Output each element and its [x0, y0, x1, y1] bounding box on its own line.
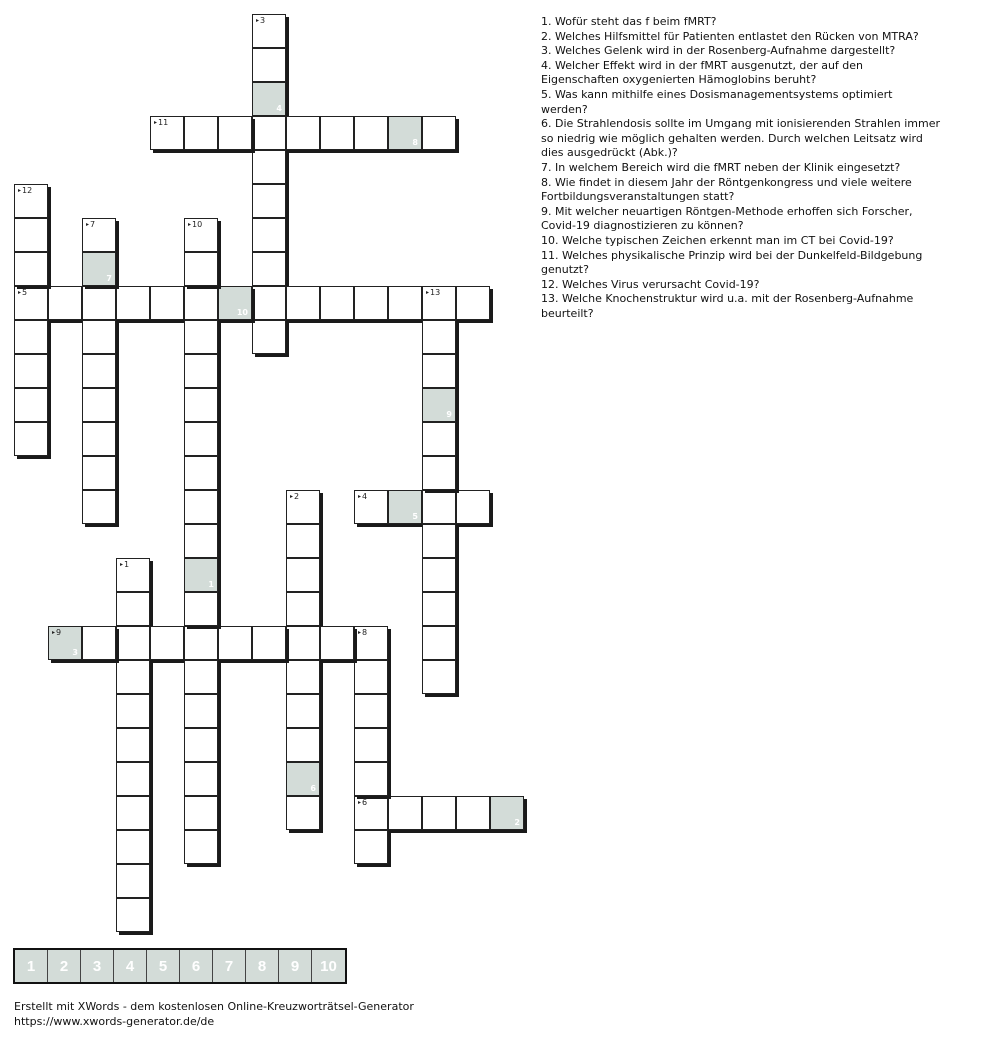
grid-cell[interactable]	[252, 150, 286, 184]
clue-8: 8. Wie findet in diesem Jahr der Röntgenkongress und viele weitere Fortbildungsveranstaltungen statt?	[541, 175, 912, 204]
grid-cell[interactable]	[354, 830, 388, 864]
clue-11: 11. Welches physikalische Prinzip wird bei der Dunkelfeld-Bildgebung genutzt?	[541, 248, 923, 277]
grid-cell[interactable]	[184, 524, 218, 558]
solution-box[interactable]: 1	[15, 950, 48, 982]
solution-letter-number: 1	[208, 580, 214, 589]
grid-cell[interactable]	[388, 490, 422, 524]
grid-cell[interactable]	[286, 524, 320, 558]
grid-cell[interactable]	[116, 762, 150, 796]
grid-cell[interactable]	[252, 626, 286, 660]
grid-cell[interactable]	[252, 48, 286, 82]
grid-cell[interactable]	[388, 116, 422, 150]
clue-number: ▸ 5	[18, 288, 27, 298]
solution-letter-number: 7	[106, 274, 112, 283]
grid-cell[interactable]	[116, 626, 150, 660]
clue-13: 13. Welche Knochenstruktur wird u.a. mit der Rosenberg-Aufnahme beurteilt?	[541, 292, 914, 320]
clue-number: ▸ 2	[290, 492, 299, 502]
grid-cell[interactable]	[286, 558, 320, 592]
grid-cell[interactable]	[14, 286, 48, 320]
grid-cell[interactable]	[456, 796, 490, 830]
grid-cell[interactable]	[116, 660, 150, 694]
grid-cell[interactable]	[184, 422, 218, 456]
grid-cell[interactable]	[252, 218, 286, 252]
grid-cell[interactable]	[14, 218, 48, 252]
grid-cell[interactable]	[456, 286, 490, 320]
grid-cell[interactable]	[422, 422, 456, 456]
grid-cell[interactable]	[150, 626, 184, 660]
grid-cell[interactable]	[184, 762, 218, 796]
grid-cell[interactable]	[286, 796, 320, 830]
grid-cell[interactable]	[184, 830, 218, 864]
footer-link[interactable]: https://www.xwords-generator.de/de	[14, 1015, 215, 1028]
grid-cell[interactable]	[116, 286, 150, 320]
grid-cell[interactable]	[252, 320, 286, 354]
grid-cell[interactable]	[184, 354, 218, 388]
grid-cell[interactable]	[82, 320, 116, 354]
grid-cell[interactable]	[48, 626, 82, 660]
grid-cell[interactable]	[82, 218, 116, 252]
grid-cell[interactable]	[184, 116, 218, 150]
grid-cell[interactable]	[286, 116, 320, 150]
solution-box[interactable]: 7	[213, 950, 246, 982]
grid-cell[interactable]	[184, 252, 218, 286]
grid-cell[interactable]	[422, 116, 456, 150]
grid-cell[interactable]	[422, 456, 456, 490]
grid-cell[interactable]	[252, 252, 286, 286]
clue-number: ▸ 10	[188, 220, 202, 230]
grid-cell[interactable]	[354, 728, 388, 762]
grid-cell[interactable]	[286, 660, 320, 694]
grid-cell[interactable]	[354, 660, 388, 694]
grid-cell[interactable]	[116, 864, 150, 898]
solution-letter-number: 9	[446, 410, 452, 419]
grid-cell[interactable]	[14, 354, 48, 388]
clue-6: 6. Die Strahlendosis sollte im Umgang mit ionisierenden Strahlen immer so niedrig wie möglich gehalten werden. Durch welchen Leitsatz wird dies ausgedrückt (Abk.)?	[541, 117, 940, 160]
grid-cell[interactable]	[252, 116, 286, 150]
grid-cell[interactable]	[320, 116, 354, 150]
grid-cell[interactable]	[14, 388, 48, 422]
grid-cell[interactable]	[184, 626, 218, 660]
grid-cell[interactable]	[184, 558, 218, 592]
grid-cell[interactable]	[116, 830, 150, 864]
clue-7: 7. In welchem Bereich wird die fMRT neben der Klinik eingesetzt?	[541, 160, 901, 174]
solution-word-bar	[13, 948, 347, 984]
grid-cell[interactable]	[354, 626, 388, 660]
grid-cell[interactable]	[286, 626, 320, 660]
clue-12: 12. Welches Virus verursacht Covid-19?	[541, 277, 760, 291]
grid-cell[interactable]	[184, 592, 218, 626]
clue-number: ▸ 13	[426, 288, 440, 298]
grid-cell[interactable]	[150, 116, 184, 150]
solution-box[interactable]: 10	[312, 950, 345, 982]
grid-cell[interactable]	[184, 660, 218, 694]
solution-letter-number: 3	[72, 648, 78, 657]
clue-1: 1. Wofür steht das f beim fMRT?	[541, 15, 717, 28]
grid-cell[interactable]	[422, 354, 456, 388]
footer	[14, 999, 414, 1029]
footer-credit: Erstellt mit XWords - dem kostenlosen Online-Kreuzworträtsel-Generator	[14, 1000, 414, 1013]
solution-letter-number: 8	[412, 138, 418, 147]
solution-letter-number: 10	[236, 308, 248, 317]
grid-cell[interactable]	[82, 422, 116, 456]
grid-cell[interactable]	[218, 626, 252, 660]
grid-cell[interactable]	[422, 490, 456, 524]
grid-cell[interactable]	[184, 796, 218, 830]
grid-cell[interactable]	[490, 796, 524, 830]
grid-cell[interactable]	[286, 286, 320, 320]
solution-letter-number: 4	[276, 104, 282, 113]
grid-cell[interactable]	[320, 286, 354, 320]
grid-cell[interactable]	[252, 184, 286, 218]
grid-cell[interactable]	[252, 82, 286, 116]
grid-cell[interactable]	[286, 762, 320, 796]
grid-cell[interactable]	[456, 490, 490, 524]
grid-cell[interactable]	[14, 252, 48, 286]
clue-9: 9. Mit welcher neuartigen Röntgen-Methode erhoffen sich Forscher, Covid-19 diagnostizieren zu können?	[541, 204, 913, 233]
grid-cell[interactable]	[286, 490, 320, 524]
grid-cell[interactable]	[252, 14, 286, 48]
clue-number: ▸ 1	[120, 560, 129, 570]
grid-cell[interactable]	[354, 116, 388, 150]
solution-box[interactable]: 3	[81, 950, 114, 982]
grid-cell[interactable]	[48, 286, 82, 320]
clue-number: ▸ 7	[86, 220, 95, 230]
grid-cell[interactable]	[422, 592, 456, 626]
grid-cell[interactable]	[116, 694, 150, 728]
grid-cell[interactable]	[184, 728, 218, 762]
grid-cell[interactable]	[82, 626, 116, 660]
grid-cell[interactable]	[422, 320, 456, 354]
grid-cell[interactable]	[82, 456, 116, 490]
grid-cell[interactable]	[320, 626, 354, 660]
clue-5: 5. Was kann mithilfe eines Dosismanagementsystems optimiert werden?	[541, 87, 893, 116]
grid-cell[interactable]	[184, 694, 218, 728]
solution-letter-number: 2	[514, 818, 520, 827]
clue-10: 10. Welche typischen Zeichen erkennt man im CT bei Covid-19?	[541, 233, 894, 247]
grid-cell[interactable]	[388, 286, 422, 320]
clue-4: 4. Welcher Effekt wird in der fMRT ausgenutzt, der auf den Eigenschaften oxygenierten Hämoglobins beruht?	[541, 58, 864, 87]
grid-cell[interactable]	[286, 728, 320, 762]
grid-cell[interactable]	[422, 660, 456, 694]
grid-cell[interactable]	[116, 796, 150, 830]
grid-cell[interactable]	[184, 286, 218, 320]
grid-cell[interactable]	[422, 796, 456, 830]
clue-2: 2. Welches Hilfsmittel für Patienten entlastet den Rücken von MTRA?	[541, 29, 919, 43]
grid-cell[interactable]	[354, 762, 388, 796]
grid-cell[interactable]	[82, 286, 116, 320]
grid-cell[interactable]	[82, 354, 116, 388]
clue-list	[541, 15, 941, 321]
grid-cell[interactable]	[184, 320, 218, 354]
grid-cell[interactable]	[218, 286, 252, 320]
solution-box[interactable]: 4	[114, 950, 147, 982]
grid-cell[interactable]	[286, 694, 320, 728]
clue-number: ▸ 9	[52, 628, 61, 638]
grid-cell[interactable]	[184, 388, 218, 422]
clue-number: ▸ 8	[358, 628, 367, 638]
grid-cell[interactable]	[116, 728, 150, 762]
grid-cell[interactable]	[14, 422, 48, 456]
grid-cell[interactable]	[388, 796, 422, 830]
solution-box[interactable]: 5	[147, 950, 180, 982]
grid-cell[interactable]	[422, 286, 456, 320]
clue-number: ▸ 3	[256, 16, 265, 26]
clue-number: ▸ 4	[358, 492, 367, 502]
grid-cell[interactable]	[14, 184, 48, 218]
grid-cell[interactable]	[82, 490, 116, 524]
grid-cell[interactable]	[116, 592, 150, 626]
grid-cell[interactable]	[422, 558, 456, 592]
solution-letter-number: 5	[412, 512, 418, 521]
grid-cell[interactable]	[218, 116, 252, 150]
grid-cell[interactable]	[184, 456, 218, 490]
clue-3: 3. Welches Gelenk wird in der Rosenberg-Aufnahme dargestellt?	[541, 44, 896, 58]
clue-number: ▸ 12	[18, 186, 32, 196]
grid-cell[interactable]	[354, 490, 388, 524]
grid-cell[interactable]	[422, 524, 456, 558]
clue-number: ▸ 11	[154, 118, 168, 128]
solution-box[interactable]: 6	[180, 950, 213, 982]
grid-cell[interactable]	[116, 898, 150, 932]
grid-cell[interactable]	[184, 490, 218, 524]
grid-cell[interactable]	[184, 218, 218, 252]
grid-cell[interactable]	[252, 286, 286, 320]
grid-cell[interactable]	[82, 252, 116, 286]
grid-cell[interactable]	[116, 558, 150, 592]
grid-cell[interactable]	[82, 388, 116, 422]
grid-cell[interactable]	[150, 286, 184, 320]
grid-cell[interactable]	[354, 286, 388, 320]
crossword-grid	[0, 0, 530, 940]
solution-box[interactable]: 2	[48, 950, 81, 982]
solution-letter-number: 6	[310, 784, 316, 793]
solution-box[interactable]: 9	[279, 950, 312, 982]
solution-box[interactable]: 8	[246, 950, 279, 982]
clue-number: ▸ 6	[358, 798, 367, 808]
grid-cell[interactable]	[422, 626, 456, 660]
grid-cell[interactable]	[14, 320, 48, 354]
grid-cell[interactable]	[354, 694, 388, 728]
grid-cell[interactable]	[286, 592, 320, 626]
grid-cell[interactable]	[354, 796, 388, 830]
grid-cell[interactable]	[422, 388, 456, 422]
